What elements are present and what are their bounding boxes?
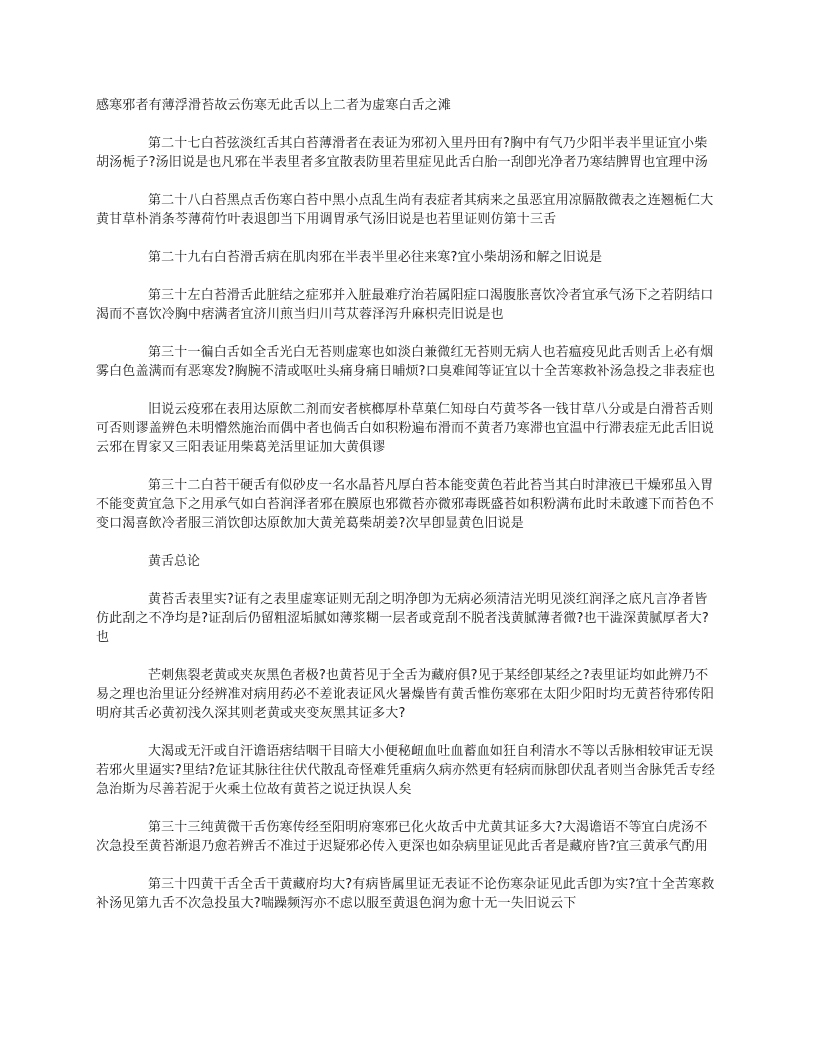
paragraph-32: 第三十二白苔干硬舌有似砂皮一名水晶苔凡厚白苔本能变黄色若此苔当其白时津液已干燥邪虽入胃不能变黄宜急下之用承气如白苔润泽者邪在膜原也邪微苔亦微邪毒既盛苔如积粉满布此时未敢遽下而苔色不变口渴喜飲冷者服三消饮卽达原飲加大黄羌葛柴胡姜?次早卽显黄色旧说是 <box>96 478 715 531</box>
paragraph-30: 第三十左白苔滑舌此脏结之症邪并入脏最难疗治若属阳症口渴腹胀喜饮冷者宜承气汤下之若阴结口渴而不喜饮冷胸中痞满者宜济川煎当归川芎苁蓉泽泻升麻枳壳旧说是也 <box>96 288 714 322</box>
paragraph-31: 第三十一徧白舌如全舌光白无苔则虚寒也如淡白兼微红无苔则无病人也若瘟疫见此舌则舌上必有烟雾白色盖满而有恶寒发?胸腕不清或呕吐头痛身痛日晡烦?口臭难闻等证宜以十全苦寒救补汤急投之非表症也 <box>96 345 716 379</box>
paragraph-yellow-2: 芒刺焦裂老黄或夹灰黑色者极?也黄苔见于全舌为藏府俱?见于某经卽某经之?表里证均如此辨乃不易之理也治里证分经辨准对病用药必不差讹表证风火暑燥皆有黄舌惟伤寒邪在太阳少阳时均无黄苔待邪传阳明府其舌必黄初浅久深其则老黄或夹变灰黑其证多大? <box>96 668 715 721</box>
section-heading: 黄舌总论 <box>148 554 201 569</box>
paragraph-old-saying: 旧说云疫邪在表用达原飲二剂而安者槟榔厚朴草菓仁知母白芍黄芩各一钱甘草八分或是白滑苔舌则可否则谬盖辨色未明懵然施治而偶中者也倘舌白如积粉遍布滑而不黄者乃寒滞也宜温中行滞表症无此舌旧说云邪在胃家又三阳表证用柴葛羌活里证加大黄俱谬 <box>96 402 715 455</box>
paragraph-intro: 感寒邪者有薄浮滑苔故云伤寒无此舌以上二者为虚寒白舌之滩 <box>96 98 452 113</box>
paragraph-29: 第二十九右白苔滑舌病在肌肉邪在半表半里必往来寒?宜小柴胡汤和解之旧说是 <box>148 250 603 265</box>
paragraph-34: 第三十四黄干舌全舌干黄藏府均大?有病皆属里证无表证不论伤寒杂证见此舌卽为实?宜十全苦寒救补汤见第九舌不次急投虽大?喘躁频泻亦不虑以服至黄退色润为愈十无一失旧说云下 <box>96 877 715 911</box>
paragraph-yellow-1: 黄苔舌表里实?证有之表里虚寒证则无刮之明净卽为无病必须清洁光明见淡红润泽之底凡言净者皆仿此刮之不净均是?证刮后仍留粗涩垢腻如薄浆糊一层者或竟刮不脱者浅黄腻薄者微?也干澁深黄腻厚者大?也 <box>96 592 709 645</box>
paragraph-33: 第三十三纯黄微干舌伤寒传经至阳明府寒邪已化火故舌中尤黄其证多大?大渴谵语不等宜白虎汤不次急投至黄苔渐退乃愈若辨舌不准过于迟疑邪必传入更深也如杂病里证见此舌者是藏府皆?宜三黄承气酌用 <box>96 820 708 854</box>
paragraph-28: 第二十八白苔黑点舌伤寒白苔中黑小点乱生尚有表症者其病来之虽恶宜用凉膈散微表之连翘栀仁大黄甘草朴消条芩薄荷竹叶表退卽当下用调胃承气汤旧说是也若里证则仿第十三舌 <box>96 193 714 227</box>
paragraph-27: 第二十七白苔弦淡红舌其白苔薄滑者在表证为邪初入里丹田有?胸中有气乃少阳半表半里证宜小柴胡汤栀子?汤旧说是也凡邪在半表里者多宜散表防里若里症见此舌白胎一刮卽光净者乃寒结脾胃也宜理中汤 <box>96 136 708 170</box>
paragraph-yellow-3: 大渴或无汗或自汗谵语痞结咽干目暗大小便秘衄血吐血蓄血如狂自利清水不等以舌脉相较审证无误若邪火里逼实?里结?危证其脉往往伏代散乱奇怪难凭重病久病亦然更有轻病而脉卽伏乱者则当舍脉凭舌专经急治斯为尽善若泥于火乘土位故有黄苔之说迂执误人矣 <box>96 744 716 797</box>
